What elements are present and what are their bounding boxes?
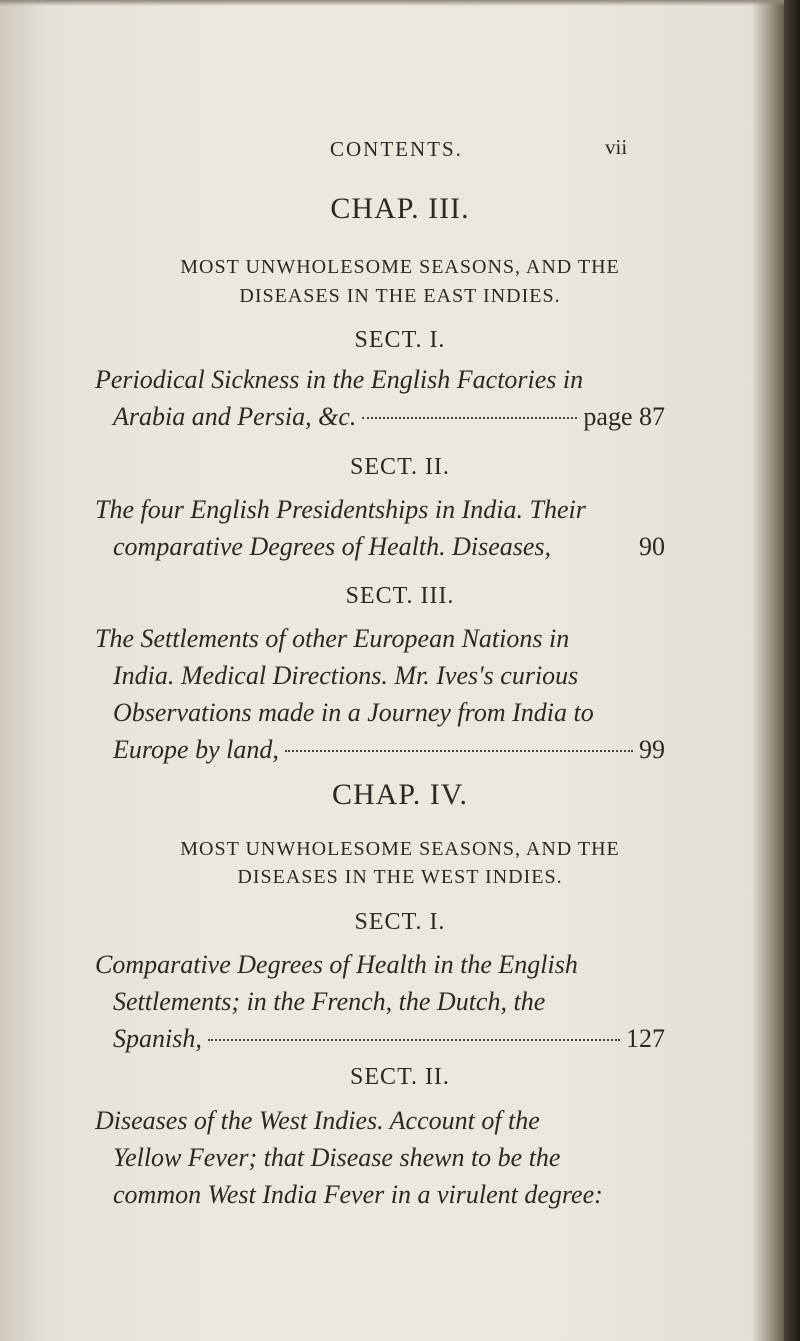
running-head-title: CONTENTS. [330,137,463,161]
entry-text: Arabia and Persia, &c. [113,402,357,431]
entry-line [95,624,665,661]
entry-line [95,495,665,532]
chapter-subtitle: DISEASES IN THE WEST INDIES. [237,866,563,888]
entry-text: Periodical Sickness in the English Factories in [95,365,584,394]
entry-text: Observations made in a Journey from India to [113,698,594,727]
page-top-edge [0,0,800,6]
running-head [0,137,800,167]
dot-leader [362,417,577,419]
contents-entry [95,495,665,569]
entry-text: Spanish, [113,1024,202,1053]
section-heading: SECT. II. [350,1064,450,1090]
entry-text: Yellow Fever; that Disease shewn to be the [113,1143,561,1172]
entry-page-number: page 87 [583,402,665,431]
entry-text: The four English Presidentships in India. Their [95,495,586,524]
entry-line [95,950,665,987]
entry-page-number: 90 [639,532,665,561]
entry-text: Settlements; in the French, the Dutch, the [113,987,546,1016]
chapter-subtitle: MOST UNWHOLESOME SEASONS, AND THE [180,256,620,278]
section-heading: SECT. I. [354,909,446,935]
dot-leader [208,1039,620,1041]
entry-line [95,365,665,402]
section-heading: SECT. II. [350,454,450,480]
dot-leader [285,750,633,752]
chapter-subtitle: MOST UNWHOLESOME SEASONS, AND THE [180,838,620,860]
entry-text: Diseases of the West Indies. Account of the [95,1106,540,1135]
entry-line [95,1143,665,1180]
entry-line [95,661,665,698]
section-heading: SECT. III. [345,583,455,609]
entry-text: The Settlements of other European Nations in [95,624,570,653]
entry-line [95,1024,665,1061]
entry-line [95,735,665,772]
entry-page-number: 127 [626,1024,665,1053]
page-number: vii [605,135,628,159]
entry-text: comparative Degrees of Health. Diseases, [113,532,552,561]
contents-entry [95,365,665,439]
chapter-subtitle: DISEASES IN THE EAST INDIES. [239,285,561,307]
chapter-heading: CHAP. III. [330,192,470,225]
entry-text: India. Medical Directions. Mr. Ives's curious [113,661,579,690]
contents-entry [95,624,665,772]
entry-text: common West India Fever in a virulent degree: [113,1180,603,1209]
section-heading: SECT. I. [354,327,446,353]
entry-text: Comparative Degrees of Health in the English [95,950,578,979]
chapter-heading: CHAP. IV. [332,778,468,811]
entry-page-number: 99 [639,735,665,764]
entry-text: Europe by land, [113,735,279,764]
entry-line [95,1106,665,1143]
entry-line [95,532,665,569]
contents-entry [95,1106,665,1217]
entry-line [95,402,665,439]
entry-line [95,698,665,735]
entry-line [95,1180,665,1217]
contents-entry [95,950,665,1061]
entry-line [95,987,665,1024]
